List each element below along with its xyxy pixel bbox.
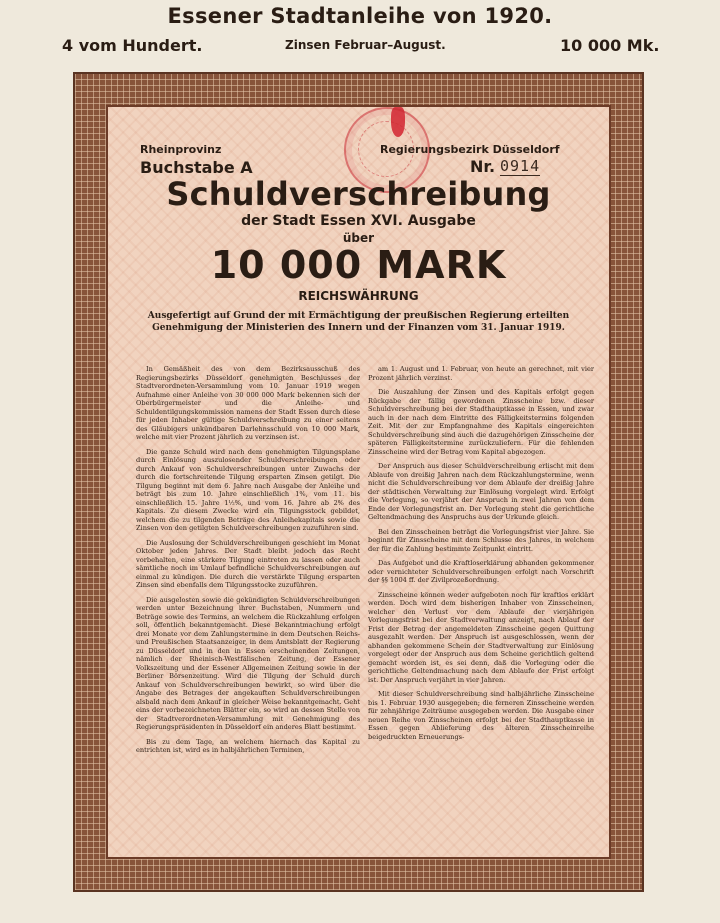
loan-title: Essener Stadtanleihe von 1920.	[167, 4, 553, 28]
paragraph: Der Anspruch aus dieser Schuldverschreibung erlischt mit dem Ablaufe von dreißig Jahren nach dem Rückzahlungstermine, wenn nicht die Schuldverschreibung vor dem Ablaufe der dreißig Jahre der städtischen Verwaltung zur Einlösung vorgelegt wird. Erfolgt die Vorlegung, so verjährt der Anspruch in zwei Jahren von dem Ende der Vorlegungsfrist an. Der Vorlegung steht die gerichtliche Geltendmachung des Anspruchs aus der Urkunde gleich.	[368, 462, 594, 521]
document-title: Schuldverschreibung	[166, 175, 551, 213]
paragraph: Mit dieser Schuldverschreibung sind halbjährliche Zinsscheine bis 1. Februar 1930 ausgegeben; die ferneren Zinsscheine werden für zehnjährige Zeiträume ausgegeben werden. Die Ausgabe einer neuen Reihe von Zinsscheinen erfolgt bei der Stadthauptkasse in Essen gegen Ablieferung des älteren Zinsscheinreihe beigedruckten Erneuerungs-	[368, 690, 594, 741]
currency: REICHSWÄHRUNG	[298, 289, 419, 303]
paragraph: Zinsscheine können weder aufgeboten noch für kraftlos erklärt werden. Doch wird dem bisherigen Inhaber von Zinsscheinen, welcher den Verlust vor dem Ablaufe der vierjährigen Vorlegungsfrist bei der Stadtverwaltung anzeigt, nach Ablauf der Frist der Betrag der angemeldeten Zinsscheine gegen Quittung ausgezahlt werden. Der Anspruch ist ausgeschlossen, wenn der abhanden gekommene Schein der Stadtverwaltung zur Einlösung vorgelegt oder der Anspruch aus dem Scheine gerichtlich geltend gemacht worden ist, es sei denn, daß die Vorlegung oder die gerichtliche Geltendmachung nach dem Ablaufe der Frist erfolgt ist. Der Anspruch verjährt in vier Jahren.	[368, 590, 594, 684]
province: Rheinprovinz	[140, 143, 222, 156]
number-label: Nr.	[470, 157, 496, 176]
paragraph: Die ganze Schuld wird nach dem genehmigten Tilgungsplane durch Einlösung auszulosender Schuldverschreibungen oder durch Ankauf von Schuldverschreibungen unter Zuwachs der durch die fortschreitende Tilgung ersparten Zinsen getilgt. Die Tilgung beginnt mit dem 6. Jahre nach Ausgabe der Anleihe und beträgt bis zum 10. Jahre einschließlich 1%, vom 11. bis einschließlich 15. Jahre 1½%, und vom 16. Jahre ab 2% des Kapitals. Zu diesem Zwecke wird ein Tilgungsstock gebildet, welchem die zu tilgenden Beträge des Anleihekapitals sowie die Zinsen von den getilgten Schuldverschreibungen zuzuführen sind.	[136, 447, 360, 532]
paragraph: Die Auszahlung der Zinsen und des Kapitals erfolgt gegen Rückgabe der fällig gewordenen Zinsscheine bzw. dieser Schuldverschreibung bei der Stadthauptkasse in Essen, und zwar auch in der nach dem Eintritte des Fälligkeitstermins folgenden Zeit. Mit der zur Empfangnahme des Kapitals eingereichten Schuldverschreibung sind auch die dazugehörigen Zinsscheine der späteren Fälligkeitstermine zurückzuliefern. Für die fehlenden Zinsscheine wird der Betrag vom Kapital abgezogen.	[368, 388, 594, 456]
document-subtitle: der Stadt Essen XVI. Ausgabe	[241, 213, 476, 229]
terms-left-column	[136, 365, 360, 861]
paragraph: Die Auslosung der Schuldverschreibungen geschieht im Monat Oktober jeden Jahres. Der Stadt bleibt jedoch das Recht vorbehalten, eine stärkere Tilgung eintreten zu lassen oder auch sämtliche noch im Umlauf befindliche Schuldverschreibungen auf einmal zu kündigen. Die durch die verstärkte Tilgung ersparten Zinsen sind ebenfalls dem Tilgungsstocke zuzuführen.	[136, 538, 360, 589]
interest-rate: 4 vom Hundert.	[62, 36, 203, 55]
over-word: über	[342, 231, 375, 245]
bond-value: 10 000 MARK	[210, 243, 507, 287]
authorization-line-1: Ausgefertigt auf Grund der mit Ermächtigung der preußischen Regierung erteilten	[147, 311, 570, 321]
authorization-line-2: Genehmigung der Ministerien des Innern und der Finanzen vom 31. Januar 1919.	[152, 323, 565, 333]
series-letter: Buchstabe A	[140, 158, 253, 177]
paragraph: In Gemäßheit des von dem Bezirksausschuß des Regierungsbezirks Düsseldorf genehmigten Beschlusses der Stadtverordneten-Versammlung vom 10. Januar 1919 wegen Aufnahme einer Anleihe von 30 000 000 Mark bekennen sich der Oberbürgermeister und die Anleihe- und Schuldentilgungskommission namens der Stadt Essen durch diese für jeden Inhaber gültige Schuldverschreibung zu einer seitens des Gläubigers unkündbaren Darlehnsschuld von 10 000 Mark, welche mit vier Prozent jährlich zu verzinsen ist.	[136, 365, 360, 441]
paragraph: Das Aufgebot und die Kraftloserklärung abhanden gekommener oder vernichteter Schuldverschreibungen erfolgt nach Vorschrift der §§ 1004 ff. der Zivilprozeßordnung.	[368, 559, 594, 584]
paragraph: Die ausgelosten sowie die gekündigten Schuldverschreibungen werden unter Bezeichnung ihrer Buchstaben, Nummern und Beträge sowie des Termins, an welchem die Rückzahlung erfolgen soll, öffentlich bekanntgemacht. Diese Bekanntmachung erfolgt drei Monate vor dem Zahlungstermine in dem Deutschen Reichs- und Preußischen Staatsanzeiger, in dem Amtsblatt der Regierung zu Düsseldorf und in den in Essen erscheinenden Zeitungen, nämlich der Rheinisch-Westfälischen Zeitung, der Essener Volkszeitung und der Essener Allgemeinen Zeitung sowie in der Berliner Börsenzeitung. Wird die Tilgung der Schuld durch Ankauf von Schuldverschreibungen bewirkt, so wird über die Angabe des Betrages der angekauften Schuldverschreibungen alsbald nach dem Ankauf in gleicher Weise bekanntgemacht. Geht eins der vorbezeichneten Blätter ein, so wird an dessen Stelle von der Stadtverordneten-Versammlung mit Genehmigung des Regierungspräsidenten in Düsseldorf ein anderes Blatt bestimmt.	[136, 595, 360, 731]
interest-dates: Zinsen Februar–August.	[285, 38, 446, 52]
ornamental-frame	[73, 72, 644, 892]
face-amount: 10 000 Mk.	[560, 36, 660, 55]
terms-right-column	[368, 365, 594, 861]
bond-panel	[106, 105, 611, 859]
paragraph: am 1. August und 1. Februar, von heute an gerechnet, mit vier Prozent jährlich verzinst.	[368, 365, 594, 382]
paragraph: Bei den Zinsscheinen beträgt die Vorlegungsfrist vier Jahre. Sie beginnt für Zinsscheine mit dem Schlusse des Jahres, in welchem der für die Zahlung bestimmte Zeitpunkt eintritt.	[368, 527, 594, 553]
district: Regierungsbezirk Düsseldorf	[380, 143, 560, 156]
header-row	[0, 36, 720, 58]
paragraph: Bis zu dem Tage, an welchem hiernach das Kapital zu entrichten ist, wird es in halbjährlichen Terminen,	[136, 737, 360, 754]
serial-number: 0914	[500, 157, 541, 175]
